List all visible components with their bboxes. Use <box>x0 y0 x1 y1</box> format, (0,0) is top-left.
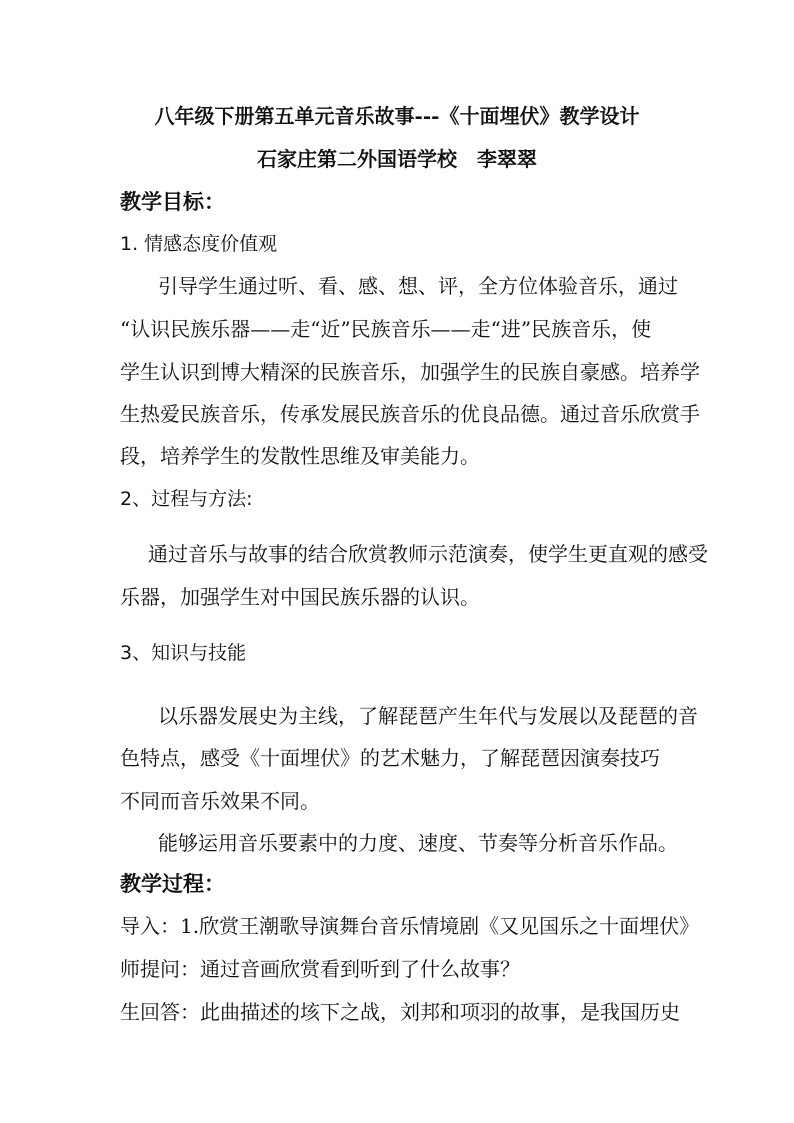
paragraph-line: 不同而音乐效果不同。 <box>120 789 320 813</box>
paragraph-line: 色特点，感受《十面埋伏》的艺术魅力，了解琵琶因演奏技巧 <box>120 746 660 770</box>
paragraph-line: 师提问：通过音画欣赏看到听到了什么故事？ <box>120 957 520 981</box>
paragraph-line: 段，培养学生的发散性思维及审美能力。 <box>120 444 480 468</box>
paragraph-line: 能够运用音乐要素中的力度、速度、节奏等分析音乐作品。 <box>158 831 678 855</box>
author-line: 石家庄第二外国语学校 李翠翠 <box>257 147 537 171</box>
paragraph-line: 通过音乐与故事的结合欣赏教师示范演奏，使学生更直观的感受 <box>148 542 708 566</box>
paragraph-line: 生热爱民族音乐，传承发展民族音乐的优良品德。通过音乐欣赏手 <box>120 402 700 426</box>
objectives-heading: 教学目标： <box>120 189 225 214</box>
paragraph-line: “认识民族乐器——走“近”民族音乐——走“进”民族音乐，使 <box>120 317 652 341</box>
objective-1-label: 1. 情感态度价值观 <box>120 233 278 255</box>
paragraph-line: 引导学生通过听、看、感、想、评，全方位体验音乐，通过 <box>158 274 678 298</box>
paragraph-line: 以乐器发展史为主线，了解琵琶产生年代与发展以及琵琶的音 <box>158 704 698 728</box>
process-heading: 教学过程： <box>120 871 225 896</box>
paragraph-line: 学生认识到博大精深的民族音乐，加强学生的民族自豪感。培养学 <box>120 360 700 384</box>
paragraph-line: 乐器，加强学生对中国民族乐器的认识。 <box>120 585 480 609</box>
objective-3-label: 3、知识与技能 <box>120 642 247 664</box>
document-title: 八年级下册第五单元音乐故事---《十面埋伏》教学设计 <box>154 104 640 128</box>
objective-2-label: 2、过程与方法: <box>120 488 253 510</box>
paragraph-line: 导入：1.欣赏王潮歌导演舞台音乐情境剧《又见国乐之十面埋伏》 <box>120 914 700 938</box>
paragraph-line: 生回答：此曲描述的垓下之战，刘邦和项羽的故事，是我国历史 <box>120 1000 680 1024</box>
